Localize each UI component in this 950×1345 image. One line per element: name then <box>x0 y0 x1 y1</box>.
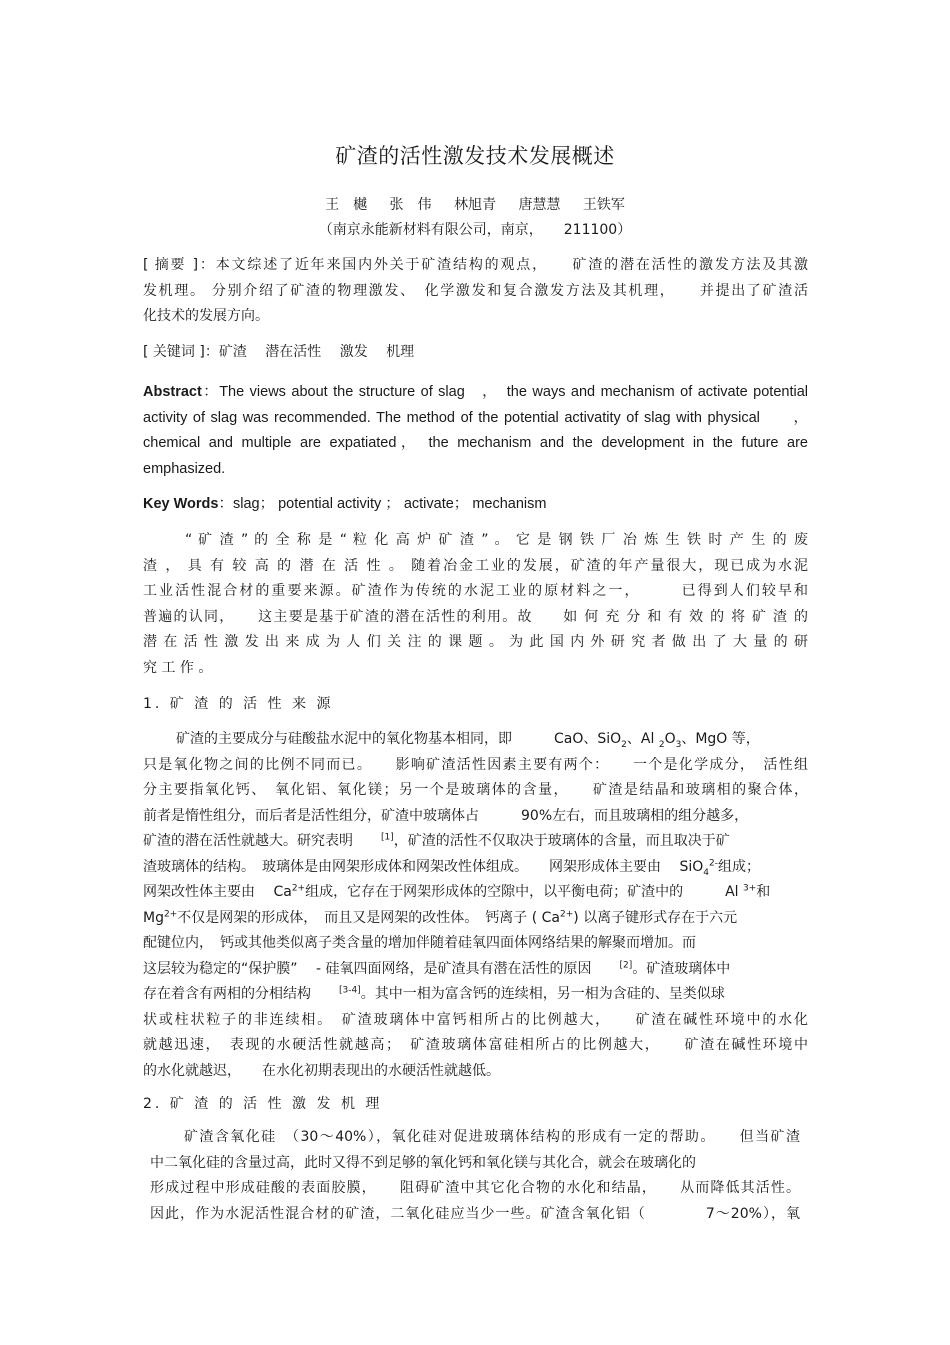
text-line: 潜 在 活 性 激 发 出 来 成 为 人 们 关 注 的 课 题 。 为 此 国 内 外 研 究 者 做 出 了 大 量 的 研 <box>143 634 808 650</box>
keywords-label: [ 关键词 ]： <box>143 344 219 360</box>
citation: [3-4] <box>339 985 361 996</box>
author: 张 伟 <box>389 197 432 213</box>
text-line: 配键位内， 钙或其他类似离子类含量的增加伴随着硅氧四面体网络结果的解聚而增加。而 <box>143 935 696 951</box>
text-line: 状或柱状粒子的非连续相。 矿渣玻璃体中富钙相所占的比例越大， 矿渣在碱性环境中的水化 <box>143 1011 808 1028</box>
citation: [1] <box>381 832 394 843</box>
text-line: 只是氧化物之间的比例不同而已。 影响矿渣活性因素主要有两个： 一个是化学成分， 活性组 <box>143 756 808 773</box>
section1-paragraph <box>143 727 808 1084</box>
text-line: 矿渣的主要成分与硅酸盐水泥中的氧化物基本相同，即 CaO、SiO$_2$、Al $_2O_3$、MgO 等， <box>176 731 760 750</box>
abstract-label: [ 摘要 ]： <box>143 257 216 273</box>
keywords-cn <box>143 340 808 366</box>
abstract-en <box>143 380 808 482</box>
affiliation: （南京永能新材料有限公司，南京， 211100） <box>318 222 632 238</box>
abstract-line: 发机理。 分别介绍了矿渣的物理激发、 化学激发和复合激发方法及其机理， 并提出了矿渣活 <box>143 282 808 299</box>
abstract-line: emphasized. <box>143 460 226 477</box>
text-line: 渣玻璃体的结构。 玻璃体是由网架形成体和网架改性体组成。 网架形成体主要由 SiO$_4^{2-}$组成； <box>143 857 760 878</box>
section-heading: 1. 矿 渣 的 活 性 来 源 <box>143 696 334 712</box>
text-line: $Mg^{2+}$不仅是网架的形成体， 而且又是网架的改性体。 钙离子 ( $Ca^{2+}$) 以离子键形式存在于六元 <box>143 908 738 926</box>
author-list <box>0 194 950 214</box>
section-heading: 2. 矿 渣 的 活 性 激 发 机 理 <box>143 1096 383 1112</box>
text-line: 因此，作为水泥活性混合材的矿渣，二氧化硅应当少一些。矿渣含氧化铝（ 7～20%），氧 <box>150 1205 800 1222</box>
text-line: 这层较为稳定的“保护膜” - 硅氧四面网络，是矿渣具有潜在活性的原因 [2]。矿渣玻璃体中 <box>143 959 731 977</box>
author: 王铁军 <box>582 197 625 213</box>
text-line: 中二氧化硅的含量过高，此时又得不到足够的氧化钙和氧化镁与其化合，就会在玻璃化的 <box>150 1154 696 1171</box>
text-line: 前者是惰性组分，而后者是活性组分，矿渣中玻璃体占 90%左右，而且玻璃相的组分越多， <box>143 807 749 824</box>
text-line: 分主要指氧化钙、 氧化铝、氧化镁；另一个是玻璃体的含量， 矿渣是结晶和玻璃相的聚合体， <box>143 782 808 798</box>
text-line: 矿渣的潜在活性就越大。研究表明 [1]，矿渣的活性不仅取决于玻璃体的含量，而且取决于矿 <box>143 832 730 849</box>
abstract-line: Abstract：The views about the structure of slag ， the ways and mechanism of activate potential <box>143 384 808 400</box>
text-line: 形成过程中形成硅酸的表面胶膜， 阻碍矿渣中其它化合物的水化和结晶， 从而降低其活性。 <box>150 1180 800 1196</box>
text-line: “ 矿 渣 ” 的 全 称 是 “ 粒 化 高 炉 矿 渣 ” 。 它 是 钢 铁 厂 冶 炼 生 铁 时 产 生 的 废 <box>185 532 808 548</box>
abstract-en-label: Abstract <box>143 384 202 400</box>
keywords-en <box>143 492 808 518</box>
text-line: 矿渣含氧化硅 （30～40%），氧化硅对促进玻璃体结构的形成有一定的帮助。 但当矿渣 <box>184 1129 800 1145</box>
text-line: 普遍的认同， 这主要是基于矿渣的潜在活性的利用。故 如 何 充 分 和 有 效 的 将 矿 渣 的 <box>143 608 808 625</box>
text-line: 究 工 作 。 <box>143 659 213 676</box>
keywords-en-label: Key Words <box>143 496 219 512</box>
author: 王 樾 <box>325 197 368 213</box>
citation: [2] <box>619 959 633 970</box>
abstract-line: 化技术的发展方向。 <box>143 308 269 324</box>
text-line: 渣 ， 具 有 较 高 的 潜 在 活 性 。 随着冶金工业的发展，矿渣的年产量很大，现已成为水泥 <box>143 557 808 574</box>
paper-title: 矿渣的活性激发技术发展概述 <box>335 144 615 168</box>
author: 林旭青 <box>454 197 496 213</box>
abstract-line: activity of slag was recommended. The method of the potential activatity of slag with physical ， <box>143 409 808 426</box>
text-line: 就越迅速， 表现的水硬活性就越高； 矿渣玻璃体富硅相所占的比例越大， 矿渣在碱性环境中 <box>143 1037 808 1053</box>
abstract-line: [ 摘要 ]：本文综述了近年来国内外关于矿渣结构的观点， 矿渣的潜在活性的激发方法及其激 <box>143 257 808 273</box>
section2-paragraph <box>150 1125 800 1227</box>
text-line: 存在着含有两相的分相结构 [3-4]。其中一相为富含钙的连续相，另一相为含硅的、呈类似球 <box>143 985 725 1002</box>
text-line: 的水化就越迟， 在水化初期表现出的水硬活性就越低。 <box>143 1062 500 1079</box>
text-line: 网架改性体主要由 $Ca^{2+}$组成，它存在于网架形成体的空隙中，以平衡电荷；矿渣中的 Al $^{3+}$和 <box>143 883 771 900</box>
text-line: 工业活性混合材的重要来源。矿渣作为传统的水泥工业的原材料之一， 已得到人们较早和 <box>143 583 808 599</box>
keywords-text: 矿渣 潜在活性 激发 机理 <box>218 344 415 360</box>
intro-paragraph <box>143 528 808 681</box>
abstract-cn <box>143 253 808 330</box>
abstract-line: chemical and multiple are expatiated， the mechanism and the development in the future are <box>143 435 808 451</box>
keywords-en-text: ：slag； potential activity ； activate； mechanism <box>218 496 547 512</box>
author: 唐慧慧 <box>518 197 561 213</box>
